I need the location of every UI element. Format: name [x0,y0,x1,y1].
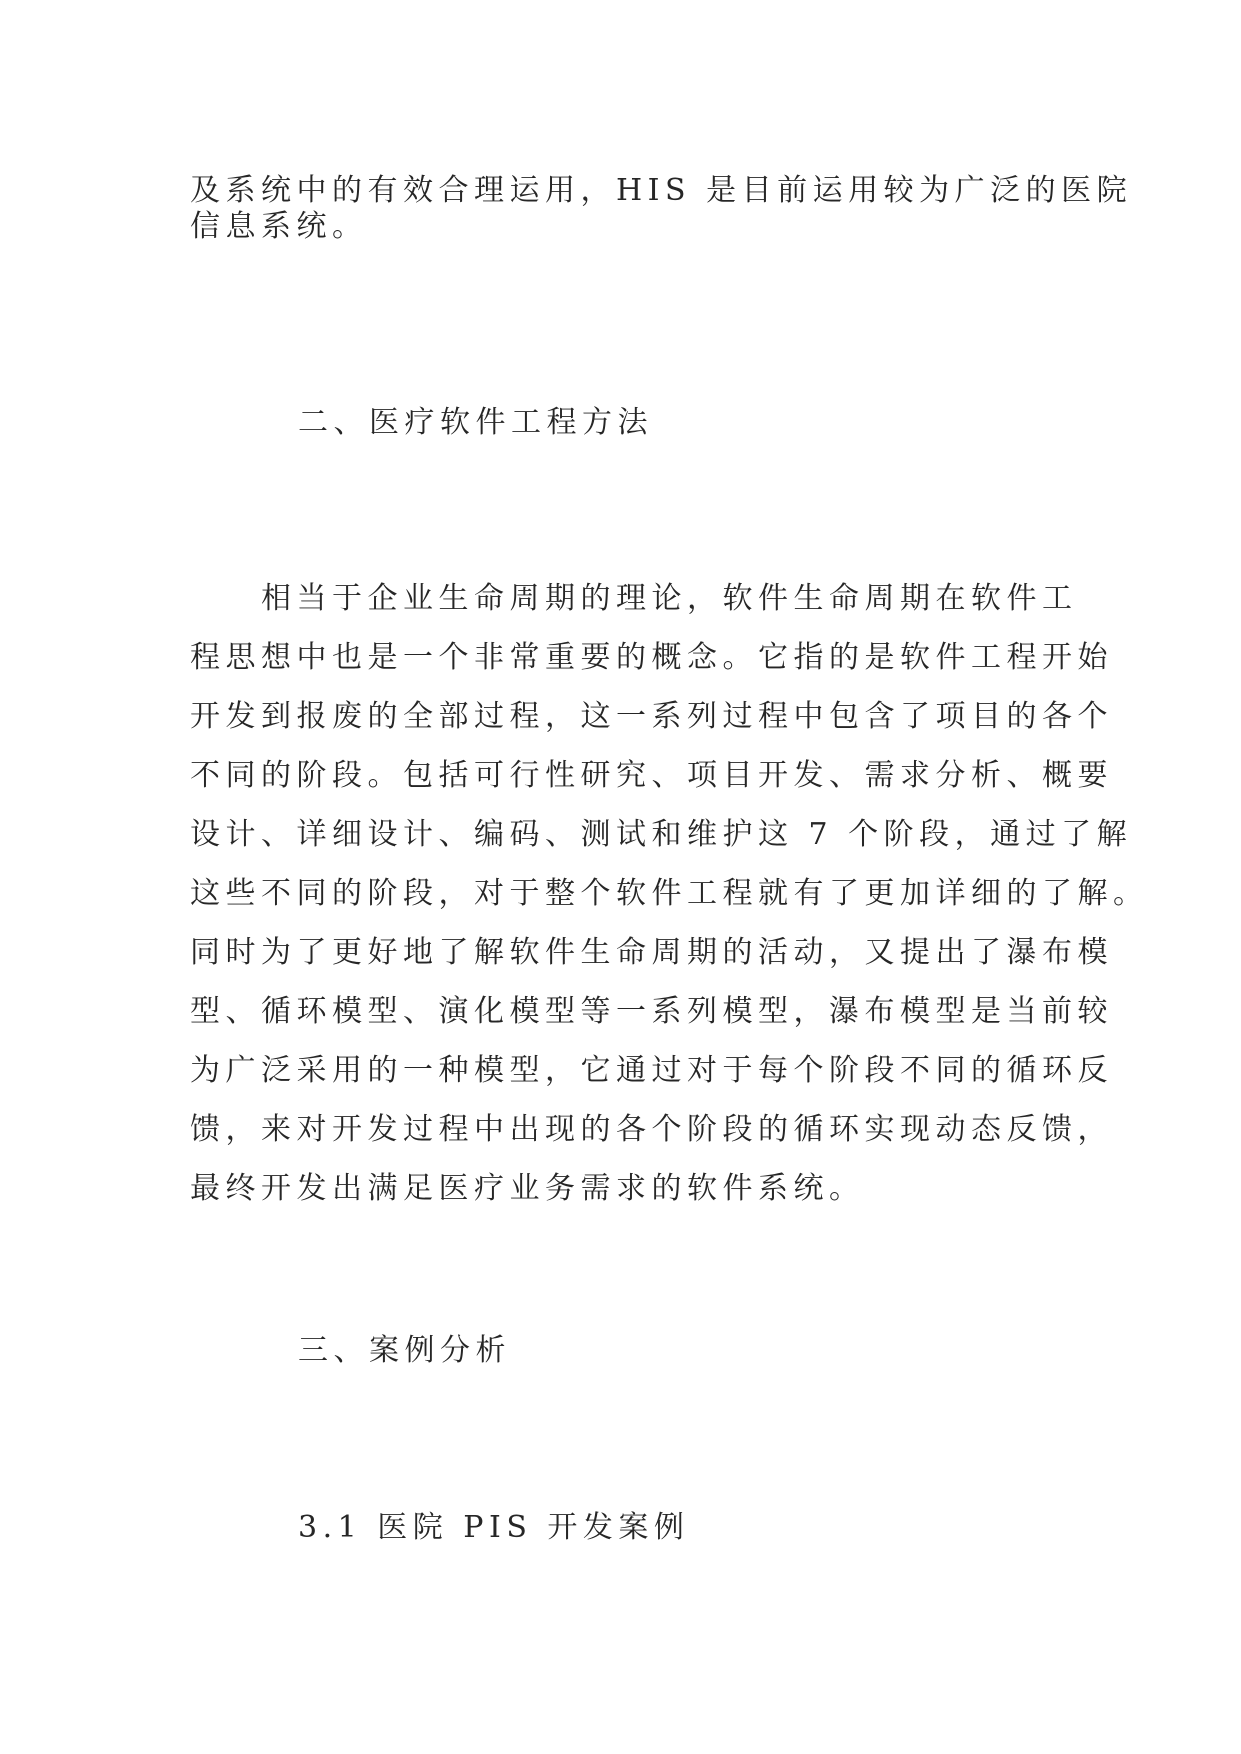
body-line-2: 程思想中也是一个非常重要的概念。它指的是软件工程开始 [190,640,1113,675]
body-line-1: 相当于企业生命周期的理论，软件生命周期在软件工 [190,581,1078,616]
body-line-5: 设计、详细设计、编码、测试和维护这 7 个阶段，通过了解 [190,817,1133,852]
section-heading-2: 二、医疗软件工程方法 [298,405,653,440]
body-line-11: 最终开发出满足医疗业务需求的软件系统。 [190,1171,865,1206]
intro-line-2: 信息系统。 [190,209,368,244]
body-line-3: 开发到报废的全部过程，这一系列过程中包含了项目的各个 [190,699,1113,734]
body-line-6: 这些不同的阶段，对于整个软件工程就有了更加详细的了解。 [190,876,1149,911]
intro-line-1: 及系统中的有效合理运用，HIS 是目前运用较为广泛的医院 [190,173,1133,208]
subsection-heading-3-1: 3.1 医院 PIS 开发案例 [298,1510,690,1545]
section-heading-3: 三、案例分析 [298,1333,511,1368]
body-line-9: 为广泛采用的一种模型，它通过对于每个阶段不同的循环反 [190,1053,1113,1088]
body-line-10: 馈，来对开发过程中出现的各个阶段的循环实现动态反馈， [190,1112,1113,1147]
body-line-8: 型、循环模型、演化模型等一系列模型，瀑布模型是当前较 [190,994,1113,1029]
body-line-4: 不同的阶段。包括可行性研究、项目开发、需求分析、概要 [190,758,1113,793]
body-line-7: 同时为了更好地了解软件生命周期的活动，又提出了瀑布模 [190,935,1113,970]
